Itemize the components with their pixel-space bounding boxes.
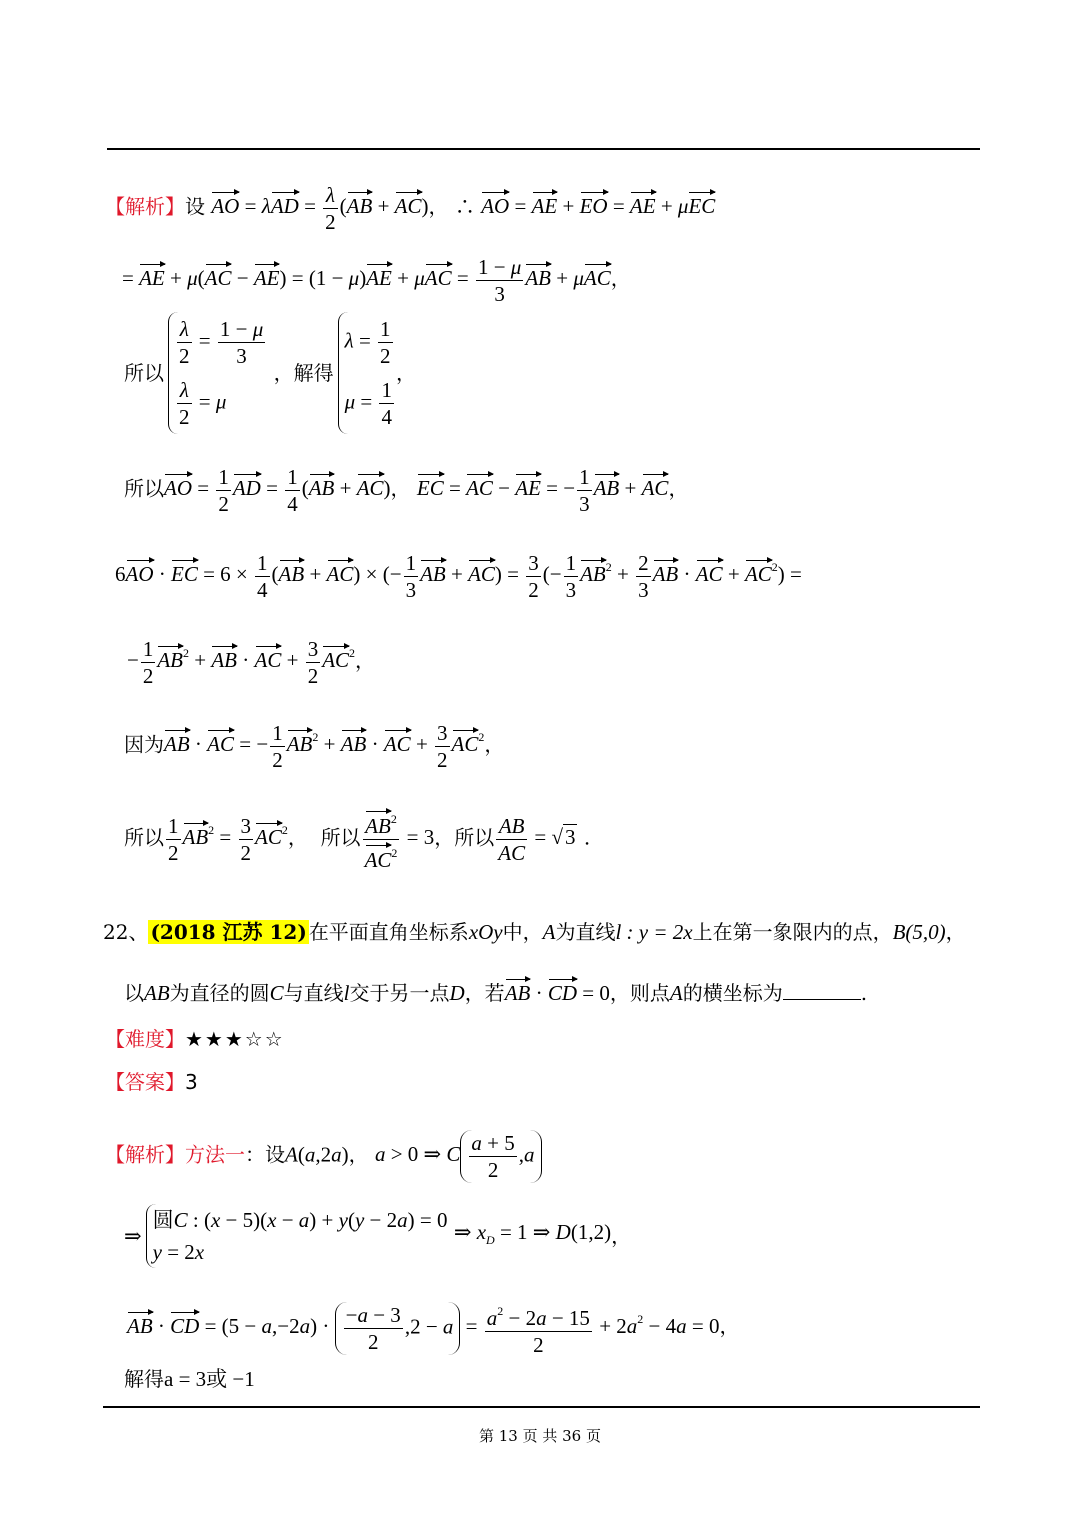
text-suoyi-4: 所以 [320, 825, 361, 850]
problem-text-9: ，若 [464, 981, 505, 1005]
problem-cond: = 0 [582, 981, 610, 1005]
difficulty-label: 【难度】 [105, 1027, 185, 1051]
text-she: 设 [185, 194, 205, 219]
problem-ab: AB [144, 981, 170, 1005]
problem-l: l [343, 981, 350, 1005]
answer-value: 3 [185, 1070, 198, 1094]
problem-text-4: 上在第一象限内的点， [692, 920, 893, 944]
problem-text-7: 与直线 [283, 981, 344, 1005]
problem-text-6: 为直径的圆 [169, 981, 270, 1005]
solution-line-5: 6AO · EC = 6 × $\frac{1}{4}$ (AB + AC) × (− $\frac{1}{3}$ AB + AC) = $\frac{3}{2}$ (− $\frac{1}{3}$ $AB^2$ + $\frac{2}{3}$ AB · AC + $AC^2$) = [115, 551, 802, 602]
problem-line-1 [103, 920, 966, 944]
solution-line-4: 所以AO = $\frac{1}{2}$ AD = $\frac{1}{4}$ (AB + AC)， EC = AC − AE = − $\frac{1}{3}$ AB + AC， [124, 465, 689, 516]
method1-line: 【解析】方法一：设A(a,2a)， a > 0 ⇒ C $\frac{a + 5}{2}$ ,a [105, 1130, 542, 1183]
text-yinwei: 因为 [124, 732, 164, 757]
solution2-line-4 [124, 1367, 255, 1391]
problem-text-2: 中， [502, 920, 543, 944]
page-footer: 第 13 页 共 36 页 [478, 1427, 601, 1445]
method1-label: 方法一 [185, 1142, 245, 1167]
answer-line [105, 1070, 198, 1094]
text-she-2: 设 [265, 1142, 285, 1167]
solution-line-3: 所以 $\frac{\lambda}{2}$ = $\frac{1 - \mu}{3}$ $\frac{\lambda}{2}$ = μ ，解得 λ = $\frac{1}{2}$ μ = $\frac{1}{4}$ ， [124, 312, 416, 434]
problem-text-1: 在平面直角坐标系 [308, 920, 469, 944]
problem-text-10: ，则点 [609, 981, 670, 1005]
problem-line-eq: l : y = 2x [615, 920, 693, 944]
analysis-label: 【解析】 [105, 194, 185, 219]
problem-text-5: 以 [124, 981, 144, 1005]
text-suoyi-2: 所以 [124, 476, 164, 501]
problem-a: A [542, 920, 556, 944]
solution2-line-3: AB · CD = (5 − a,−2a) · $\frac{-a - 3}{2}$ ,2 − a = $\frac{a^2 - 2a - 15}{2}$ + $2a^2 - 4a = 0$， [127, 1298, 739, 1358]
problem-b: B(5,0) [892, 920, 946, 944]
answer-blank [783, 981, 861, 1000]
solution2-line-2: ⇒ 圆C : (x − 5)(x − a) + y(y − 2a) = 0 y = 2x ⇒ $x_D = 1$ ⇒ D(1,2)， [124, 1204, 631, 1268]
solution-line-6: − $\frac{1}{2}$ $AB^2$ + AB · AC + $\frac{3}{2}$ $AC^2$， [127, 637, 376, 688]
problem-xoy: xOy [468, 920, 503, 944]
problem-text-8: 交于另一点 [349, 981, 450, 1005]
analysis-label-2: 【解析】 [105, 1142, 185, 1167]
problem-comma: ， [945, 920, 966, 944]
problem-source-highlight: (2018 江苏 12) [150, 920, 307, 944]
problem-d: D [449, 981, 465, 1005]
difficulty-stars: ★★★☆☆ [185, 1027, 285, 1051]
problem-c: C [269, 981, 284, 1005]
final-answer-text: a = 3或 −1 [164, 1367, 255, 1391]
footer-rule [103, 1406, 980, 1408]
text-suoyi-3: 所以 [124, 825, 164, 850]
text-jiede-2: 解得 [124, 1367, 164, 1391]
problem-a-2: A [669, 981, 683, 1005]
therefore-symbol: ∴ [454, 194, 475, 219]
problem-text-3: 为直线 [555, 920, 616, 944]
problem-period: . [860, 981, 868, 1005]
solution-line-8: 所以 $\frac{1}{2}$ $AB^2$ = $\frac{3}{2}$ $AC^2$， 所以 $\frac{AB^2}{AC^2}$ = 3，所以 $\frac{AB}{AC}$ = √3 . [124, 806, 590, 873]
answer-label: 【答案】 [105, 1070, 185, 1094]
solution-line-7: 因为AB · AC = − $\frac{1}{2}$ $AB^2$ + AB · AC + $\frac{3}{2}$ $AC^2$， [124, 721, 505, 772]
solution-line-1: 【解析】设 AO = λAD = $\frac{\lambda}{2}$ (AB + AC)， ∴ AO = AE + EO = AE + μEC [105, 183, 716, 234]
text-suoyi: 所以 [124, 361, 164, 385]
text-jiede: 解得 [293, 361, 334, 385]
problem-number: 22、 [103, 920, 149, 944]
difficulty-line [105, 1027, 285, 1051]
text-suoyi-5: 所以 [454, 825, 495, 850]
solution-line-2: = AE + μ(AC − AE) = (1 − μ)AE + μAC = $\frac{1 - \mu}{3}$ AB + μAC， [122, 255, 631, 306]
problem-line-2: 以AB为直径的圆C与直线l交于另一点D，若AB · CD = 0，则点A的横坐标为 . [124, 981, 868, 1005]
header-rule [107, 148, 980, 150]
problem-text-11: 的横坐标为 [682, 981, 783, 1005]
